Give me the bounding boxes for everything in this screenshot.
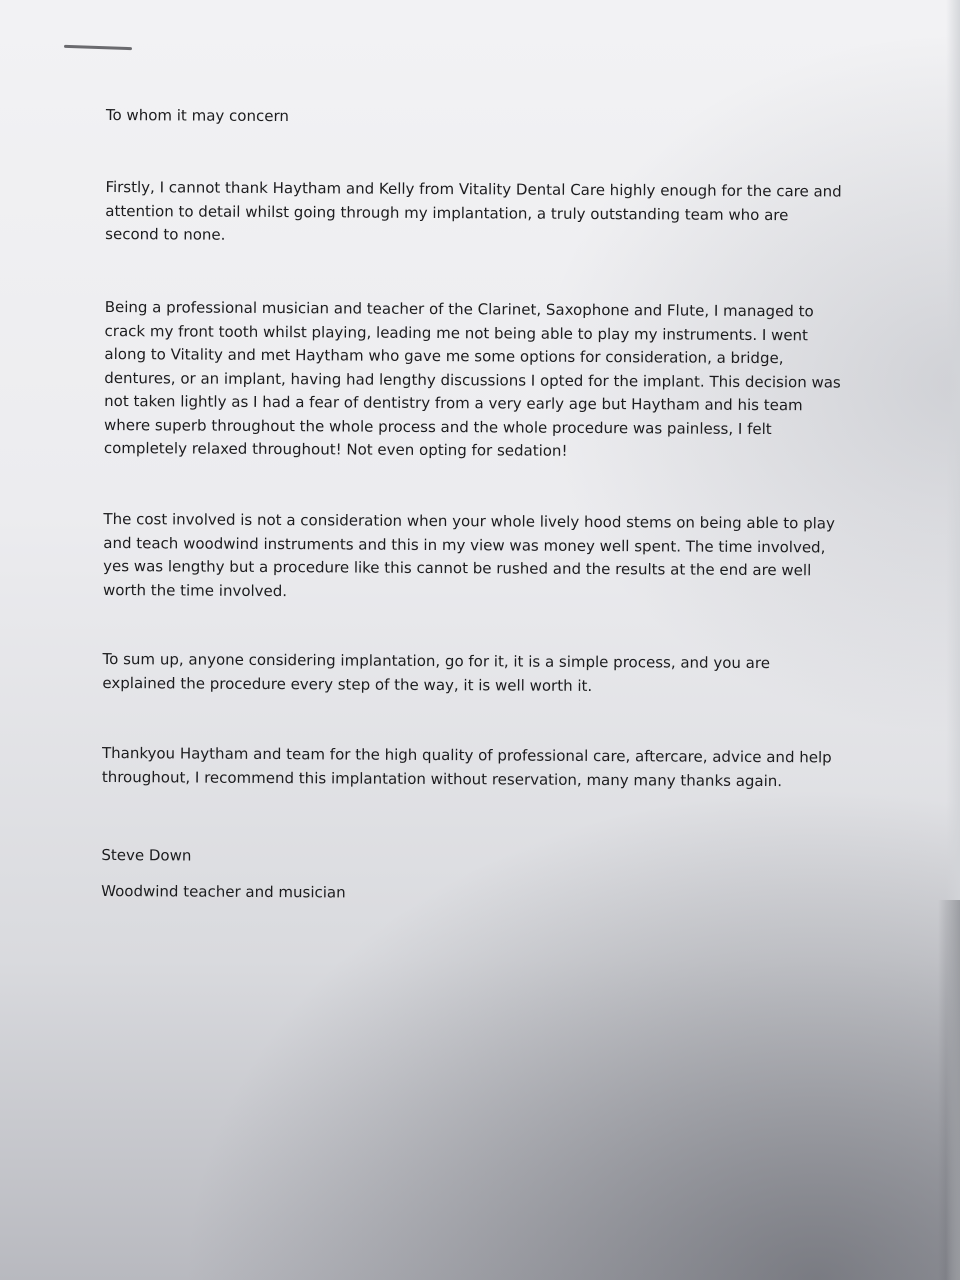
paragraph-closing: Thankyou Haytham and team for the high quality of professional care, aftercare, advice and help throughout, I recommend this implantation without reservation, many many thanks again. bbox=[101, 743, 832, 790]
signature-name: Steve Down bbox=[101, 845, 192, 865]
paragraph-cost: The cost involved is not a consideration when your whole lively hood stems on being able to play and teach woodwind instruments and this in my view was money well spent. The time involved, yes was lengthy but a procedure like this cannot be rushed and the results at the end are well worth the time involved. bbox=[102, 509, 835, 600]
paragraph-background: Being a professional musician and teacher of the Clarinet, Saxophone and Flute, I managed to crack my front tooth whilst playing, leading me not being able to play my instruments. I went along to Vitality and met Haytham who gave me some options for consideration, a bridge, dentures, or an implant, having had lengthy discussions I opted for the implant. This decision was not taken lightly as I had a fear of dentistry from a very early age but Haytham and his team where superb throughout the whole process and the whole procedure was painless, I felt completely relaxed throughout! Not even opting for sedation! bbox=[103, 297, 841, 460]
paragraph-summary: To sum up, anyone considering implantation, go for it, it is a simple process, and you are explained the procedure every step of the way, it is well worth it. bbox=[102, 649, 771, 695]
salutation: To whom it may concern bbox=[105, 105, 289, 126]
paper-shadow bbox=[938, 900, 960, 1280]
signature-title: Woodwind teacher and musician bbox=[101, 881, 346, 902]
letter-body bbox=[101, 100, 846, 902]
paragraph-thanks: Firstly, I cannot thank Haytham and Kelly from Vitality Dental Care highly enough for the care and attention to detail whilst going through my implantation, a truly outstanding team who are second to none. bbox=[105, 177, 842, 244]
pen-mark bbox=[64, 45, 132, 50]
